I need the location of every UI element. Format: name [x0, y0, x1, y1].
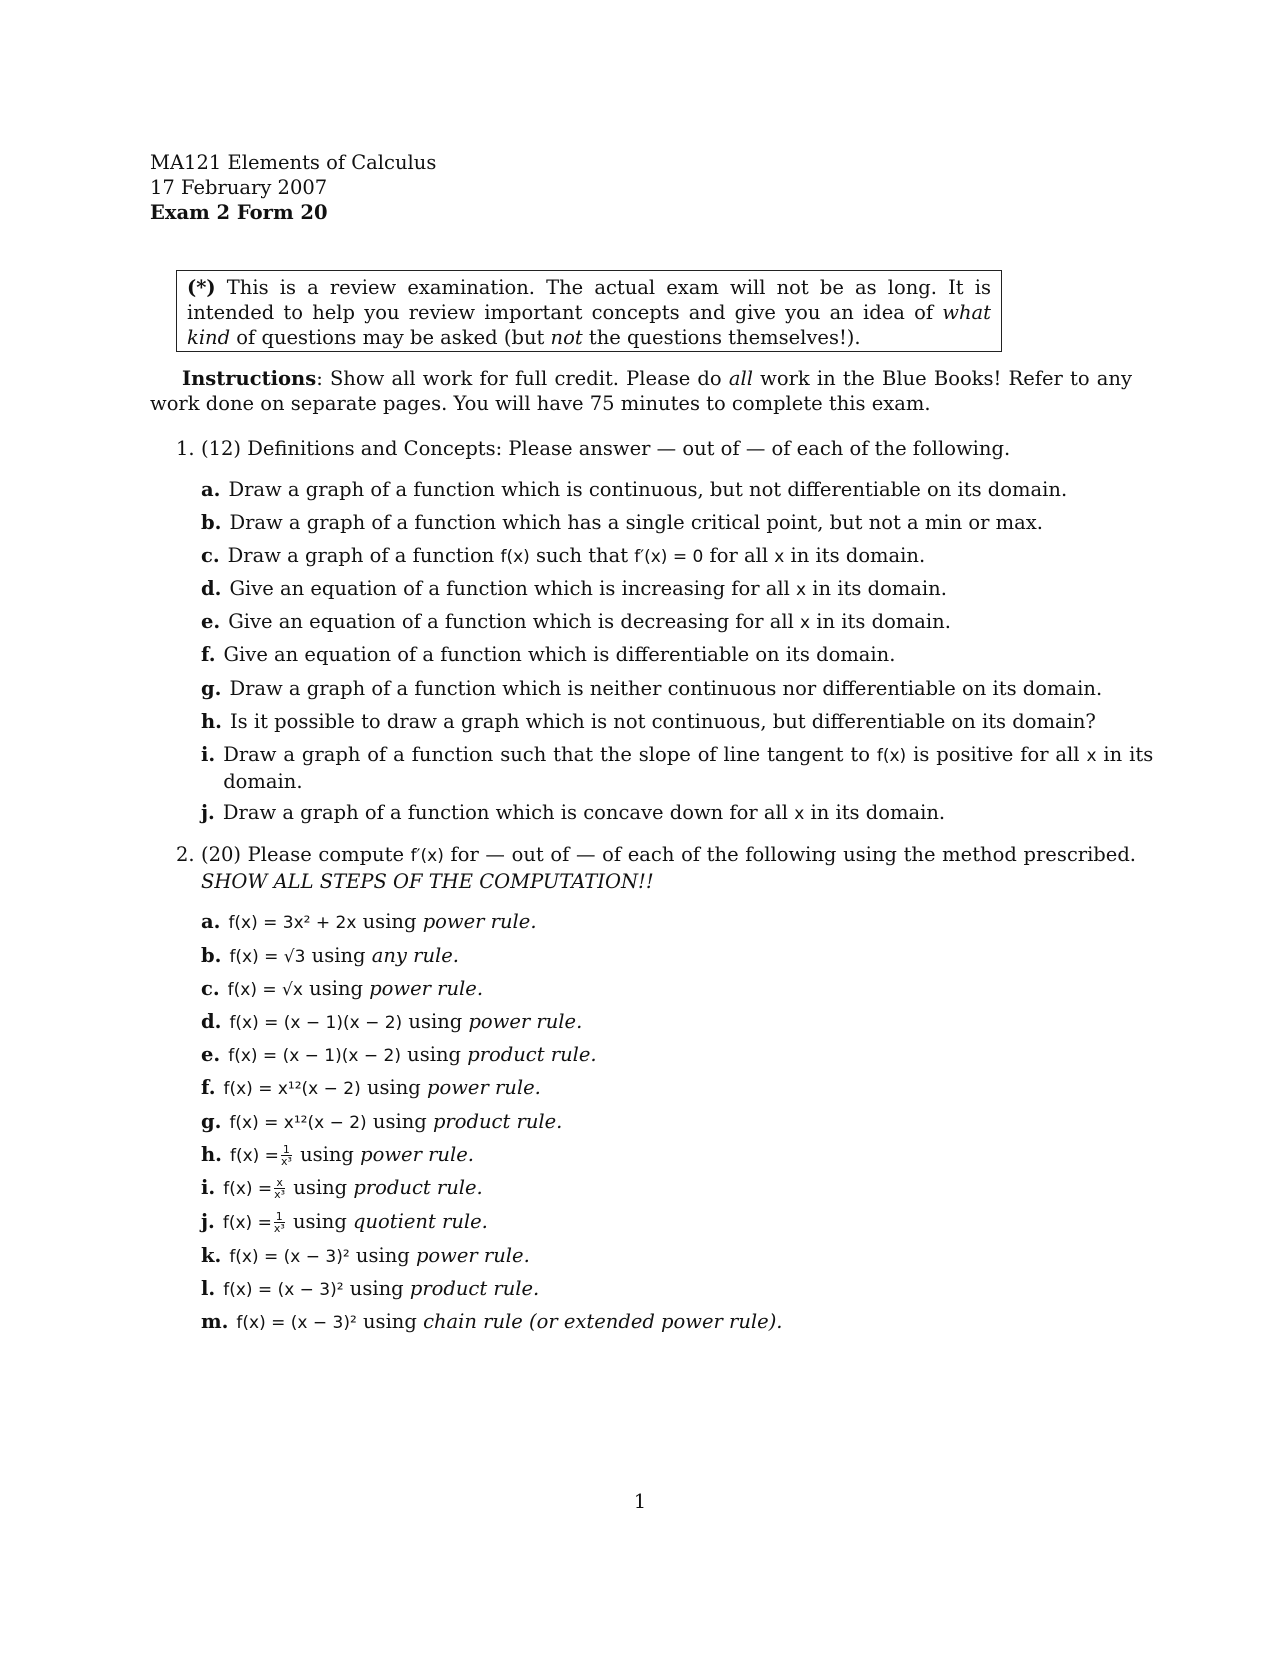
instructions	[150, 366, 1132, 416]
item-expression: f(x) = (x − 3)²	[229, 1247, 350, 1267]
item-label: g.	[201, 1110, 222, 1133]
item-text: Draw a graph of a function which has a single critical point, but not a min or max.	[229, 511, 1043, 534]
question-text-part: for — out of — of each of the following using the method prescribed.	[443, 843, 1137, 866]
item-using: using	[355, 1244, 410, 1267]
item-rule: power rule.	[369, 977, 484, 1000]
item-text: Give an equation of a function which is differentiable on its domain.	[223, 643, 896, 666]
item-math: x	[1086, 746, 1097, 766]
item-text: in its domain.	[810, 610, 951, 633]
exam-header	[150, 150, 436, 225]
item-rule: quotient rule.	[353, 1210, 488, 1233]
notice-text: of questions may be asked (but	[230, 326, 551, 349]
item-label: i.	[201, 1176, 216, 1199]
question-text-part: (20) Please compute	[201, 843, 411, 866]
item-label: d.	[201, 577, 222, 600]
item-label: e.	[201, 1043, 221, 1066]
q2-item-f	[201, 1075, 541, 1102]
item-text: Draw a graph of a function	[227, 544, 501, 567]
instructions-text: : Show all work for full credit. Please do	[316, 367, 729, 390]
q2-item-e	[201, 1042, 597, 1069]
q1-item-j	[201, 800, 945, 827]
item-expression: f(x) = (x − 3)²	[223, 1280, 344, 1300]
q2-item-i	[201, 1175, 483, 1202]
item-text: Is it possible to draw a graph which is not continuous, but differentiable on its domain?	[229, 710, 1096, 733]
item-label: b.	[201, 511, 222, 534]
fraction-denominator: x³	[273, 1222, 285, 1235]
item-text: such that	[529, 544, 635, 567]
review-notice-box	[176, 270, 1002, 352]
q1-item-b	[201, 510, 1043, 535]
item-rule: any rule.	[371, 944, 459, 967]
item-text: Give an equation of a function which is decreasing for all	[228, 610, 801, 633]
item-text: Draw a graph of a function such that the slope of line tangent to	[223, 743, 877, 766]
q2-item-c	[201, 976, 483, 1003]
item-using: using	[366, 1076, 421, 1099]
item-expression: f(x) = x¹²(x − 2)	[229, 1113, 367, 1133]
q1-item-h	[201, 709, 1096, 734]
item-using: using	[293, 1176, 348, 1199]
item-using: using	[363, 1310, 417, 1333]
item-label: j.	[201, 801, 215, 824]
item-rule: product rule.	[409, 1277, 540, 1300]
q1-item-i	[201, 742, 1153, 794]
q1-item-d	[201, 576, 947, 603]
item-expression: f(x) = (x − 1)(x − 2)	[228, 1046, 401, 1066]
question-text: (12) Definitions and Concepts: Please answer — out of — of each of the following.	[201, 437, 1011, 460]
item-text: for all	[703, 544, 775, 567]
item-label: i.	[201, 743, 216, 766]
item-using: using	[372, 1110, 427, 1133]
item-rule: power rule.	[468, 1010, 583, 1033]
item-text: Draw a graph of a function which is concave down for all	[222, 801, 795, 824]
question-number: 2.	[176, 843, 195, 866]
item-label: l.	[201, 1277, 216, 1300]
q2-item-h	[201, 1142, 474, 1169]
item-label: m.	[201, 1310, 229, 1333]
item-label: f.	[201, 1076, 216, 1099]
q1-item-a	[201, 477, 1067, 502]
item-text: in its domain.	[806, 577, 947, 600]
q2-item-l	[201, 1276, 539, 1303]
item-label: c.	[201, 977, 220, 1000]
question-number: 1.	[176, 437, 195, 460]
item-using: using	[408, 1010, 463, 1033]
item-using: using	[362, 910, 417, 933]
item-text: Give an equation of a function which is increasing for all	[229, 577, 797, 600]
notice-text: This is a review examination. The actual exam will not be as long. It is intended to help you review important concepts and give you an idea of	[187, 276, 992, 324]
item-using: using	[349, 1277, 404, 1300]
item-text: in its domain.	[223, 743, 1154, 793]
item-text: Draw a graph of a function which is neither continuous nor differentiable on its domain.	[229, 677, 1103, 700]
item-label: e.	[201, 610, 221, 633]
course-title: MA121 Elements of Calculus	[150, 151, 437, 174]
item-expression: f(x) = (x − 3)²	[236, 1313, 357, 1333]
page-number: 1	[633, 1490, 647, 1513]
q1-item-f	[201, 642, 895, 667]
instructions-emphasis: all	[728, 367, 753, 390]
item-math: x	[800, 613, 811, 633]
item-expression: f(x) = 3x² + 2x	[228, 913, 357, 933]
q2-item-a	[201, 909, 537, 936]
item-expression: f(x) = (x − 1)(x − 2)	[229, 1013, 403, 1033]
item-expression: f(x) =	[223, 1179, 273, 1199]
item-expression: f(x) = √x	[227, 980, 303, 1000]
item-label: j.	[201, 1210, 215, 1233]
fraction-denominator: x³	[274, 1188, 286, 1201]
q2-item-m	[201, 1309, 783, 1336]
item-label: g.	[201, 677, 222, 700]
item-rule: chain rule (or extended power rule).	[423, 1310, 783, 1333]
instructions-label: Instructions	[182, 367, 317, 390]
item-text: in its domain.	[784, 544, 926, 567]
q2-item-d	[201, 1009, 582, 1036]
question-emphasis: SHOW ALL STEPS OF THE COMPUTATION!!	[201, 870, 654, 893]
item-expression: f(x) = x¹²(x − 2)	[223, 1079, 361, 1099]
fraction	[274, 1177, 285, 1200]
item-expression: f(x) =	[229, 1146, 279, 1166]
item-label: f.	[201, 643, 216, 666]
fraction	[274, 1211, 285, 1234]
q2-item-g	[201, 1109, 562, 1136]
notice-text: the questions themselves!).	[582, 326, 861, 349]
item-label: d.	[201, 1010, 222, 1033]
item-using: using	[292, 1210, 347, 1233]
exam-date: 17 February 2007	[150, 176, 328, 199]
question-math: f′(x)	[410, 846, 444, 866]
fraction-denominator: x³	[280, 1155, 292, 1168]
item-expression: f(x) =	[222, 1213, 272, 1233]
item-using: using	[309, 977, 363, 1000]
item-label: h.	[201, 1143, 222, 1166]
item-label: a.	[201, 910, 221, 933]
item-math: x	[774, 547, 785, 567]
item-text: Draw a graph of a function which is continuous, but not differentiable on its domain.	[228, 478, 1068, 501]
item-rule: power rule.	[422, 910, 537, 933]
q2-item-b	[201, 943, 459, 970]
notice-emphasis: what kind	[187, 301, 991, 349]
item-label: b.	[201, 944, 222, 967]
item-label: c.	[201, 544, 220, 567]
fraction-numerator: 1	[275, 1210, 283, 1223]
item-rule: product rule.	[432, 1110, 563, 1133]
item-math: x	[794, 804, 805, 824]
instructions-text: work in the Blue Books! Refer to any work done on separate pages. You will have 75 minutes to complete this exam.	[150, 367, 1132, 415]
item-rule: power rule.	[415, 1244, 530, 1267]
notice-emphasis: not	[550, 326, 583, 349]
q2-item-k	[201, 1243, 530, 1270]
item-math: x	[796, 580, 807, 600]
item-text: in its domain.	[804, 801, 946, 824]
q1-item-g	[201, 676, 1102, 701]
item-text: is positive for all	[906, 743, 1087, 766]
q2-item-j	[201, 1209, 488, 1236]
fraction-numerator: 1	[282, 1143, 290, 1156]
item-rule: power rule.	[427, 1076, 541, 1099]
item-math: f(x)	[876, 746, 907, 766]
exam-form: Exam 2 Form 20	[150, 201, 328, 224]
item-math: f′(x) = 0	[634, 547, 704, 567]
item-using: using	[311, 944, 366, 967]
item-using: using	[300, 1143, 354, 1166]
item-expression: f(x) = √3	[229, 947, 306, 967]
fraction	[281, 1144, 292, 1167]
fraction-numerator: x	[274, 1177, 285, 1189]
question-text	[201, 842, 1136, 894]
notice-mark: (*)	[187, 276, 216, 299]
item-label: h.	[201, 710, 222, 733]
item-rule: power rule.	[360, 1143, 474, 1166]
item-math: f(x)	[500, 547, 530, 567]
q1-item-c	[201, 543, 925, 570]
q1-item-e	[201, 609, 951, 636]
item-rule: product rule.	[353, 1176, 483, 1199]
item-rule: product rule.	[467, 1043, 597, 1066]
item-label: a.	[201, 478, 221, 501]
item-label: k.	[201, 1244, 222, 1267]
item-using: using	[407, 1043, 462, 1066]
